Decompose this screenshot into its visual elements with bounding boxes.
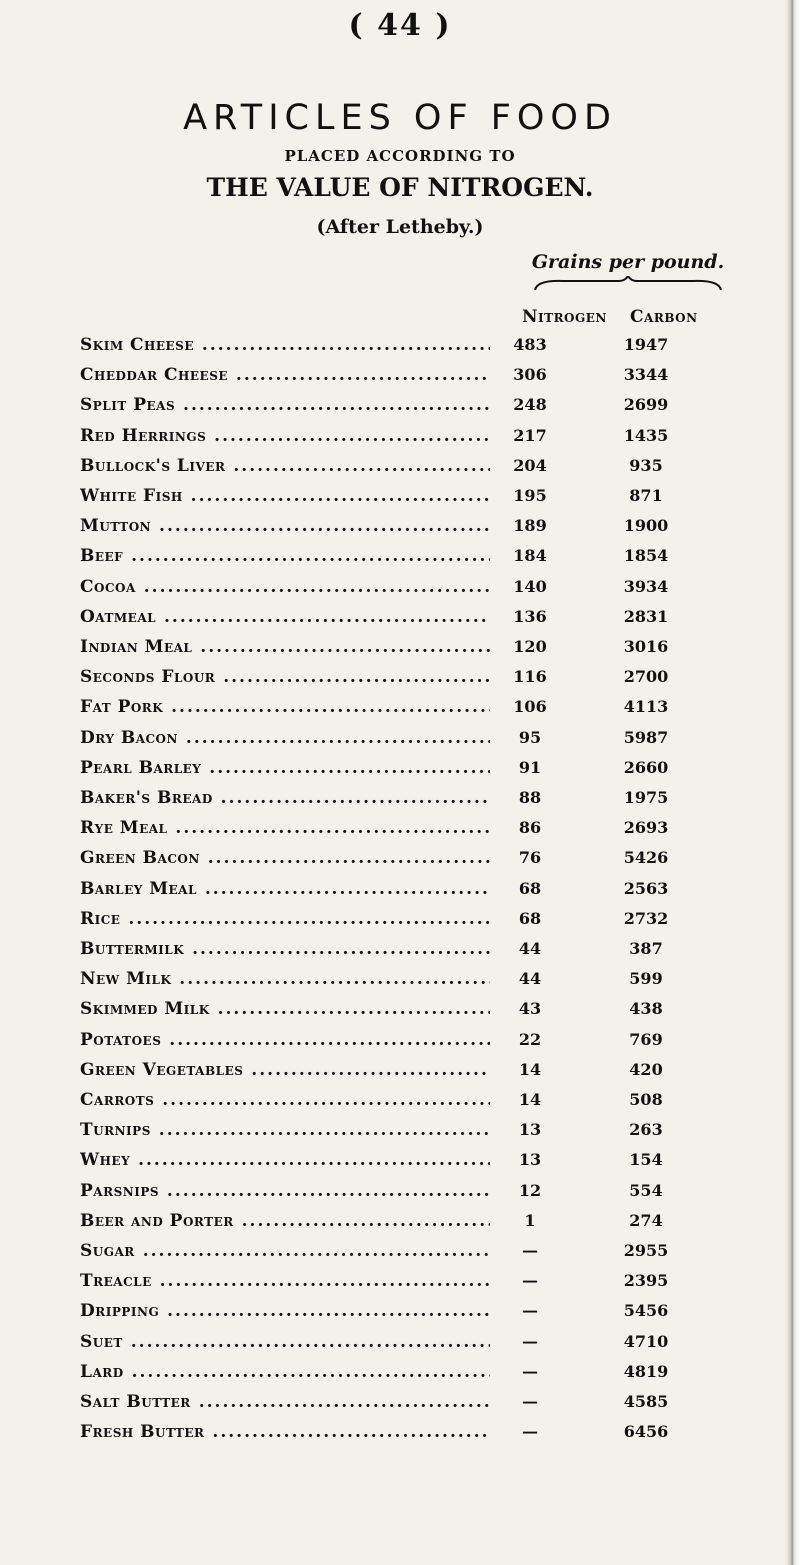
- food-name: Bullock's Liver .....: [80, 456, 490, 476]
- carbon-value: 387: [629, 939, 663, 958]
- nitrogen-value: 306: [513, 365, 547, 385]
- food-name: Salt Butter .....: [80, 1392, 490, 1412]
- table-row: [80, 546, 780, 573]
- table-row: [80, 1332, 780, 1359]
- column-header-carbon: Carbon: [630, 307, 698, 327]
- carbon-value: 2699: [623, 395, 669, 415]
- food-name: Sugar .....: [80, 1241, 490, 1261]
- table-row: [80, 486, 780, 513]
- food-name: Beer and Porter .....: [80, 1211, 490, 1231]
- nitrogen-value: —: [522, 1422, 538, 1442]
- nitrogen-value: 248: [513, 395, 547, 415]
- carbon-value: 554: [629, 1180, 663, 1200]
- carbon-value: 274: [629, 1210, 663, 1230]
- brace-icon: [533, 276, 723, 296]
- table-row: [80, 818, 780, 845]
- nitrogen-value: 120: [513, 637, 547, 656]
- food-name: Treacle .....: [80, 1271, 490, 1291]
- nitrogen-value: —: [522, 1301, 538, 1321]
- carbon-value: 3934: [623, 576, 669, 596]
- food-name: Lard .....: [80, 1362, 490, 1382]
- carbon-value: 1947: [623, 335, 669, 354]
- food-name: Barley Meal .....: [80, 879, 490, 899]
- food-name: Pearl Barley .....: [80, 758, 490, 778]
- table-row: [80, 999, 780, 1026]
- nitrogen-value: 189: [513, 516, 547, 536]
- page-title: ARTICLES OF FOOD: [183, 98, 617, 138]
- food-name: Indian Meal .....: [80, 637, 490, 657]
- table-row: [80, 697, 780, 724]
- table-row: [80, 939, 780, 966]
- food-name: Buttermilk .....: [80, 939, 490, 959]
- carbon-value: 2563: [623, 878, 669, 898]
- carbon-value: 2395: [623, 1271, 669, 1291]
- page-number: ( 44 ): [348, 8, 452, 43]
- column-header-nitrogen: Nitrogen: [522, 307, 607, 327]
- table-row: [80, 395, 780, 422]
- table-row: [80, 637, 780, 664]
- table-row: [80, 1301, 780, 1328]
- carbon-value: 5987: [623, 727, 669, 747]
- carbon-value: 154: [629, 1150, 663, 1170]
- table-row: [80, 788, 780, 815]
- nitrogen-value: 217: [513, 425, 547, 445]
- table-row: [80, 1362, 780, 1389]
- table-row: [80, 577, 780, 604]
- food-name: Skim Cheese .....: [80, 335, 490, 355]
- food-name: Skimmed Milk .....: [80, 999, 490, 1019]
- nitrogen-value: —: [522, 1361, 538, 1381]
- food-name: Seconds Flour .....: [80, 667, 490, 687]
- table-row: [80, 1120, 780, 1147]
- carbon-value: 4113: [623, 697, 669, 717]
- table-row: [80, 848, 780, 875]
- carbon-value: 599: [629, 969, 663, 989]
- nitrogen-value: 106: [513, 697, 547, 717]
- table-row: [80, 1392, 780, 1419]
- food-name: Green Bacon .....: [80, 848, 490, 868]
- nitrogen-value: —: [522, 1271, 538, 1291]
- nitrogen-value: 22: [518, 1029, 542, 1049]
- nitrogen-value: 91: [518, 757, 542, 777]
- food-name: Mutton .....: [80, 516, 490, 536]
- nitrogen-value: —: [522, 1392, 538, 1411]
- food-name: Carrots .....: [80, 1090, 490, 1110]
- nitrogen-value: —: [522, 1241, 538, 1260]
- nitrogen-value: —: [522, 1331, 538, 1351]
- food-name: Suet .....: [80, 1332, 490, 1352]
- table-row: [80, 335, 780, 362]
- carbon-value: 5426: [623, 848, 669, 868]
- carbon-value: 935: [629, 455, 663, 475]
- nitrogen-value: 204: [513, 455, 547, 475]
- nitrogen-value: 44: [518, 939, 542, 958]
- table-row: [80, 607, 780, 634]
- carbon-value: 1854: [623, 546, 669, 566]
- carbon-value: 1975: [623, 788, 669, 807]
- table-row: [80, 758, 780, 785]
- nitrogen-value: 76: [518, 848, 542, 868]
- carbon-value: 438: [629, 999, 663, 1019]
- table-row: [80, 1422, 780, 1449]
- nitrogen-value: 1: [524, 1210, 536, 1230]
- food-name: Fresh Butter .....: [80, 1422, 490, 1442]
- food-name: Red Herrings .....: [80, 426, 490, 446]
- food-name: White Fish .....: [80, 486, 490, 506]
- table-row: [80, 426, 780, 453]
- carbon-value: 420: [629, 1059, 663, 1079]
- table-row: [80, 516, 780, 543]
- table-row: [80, 1090, 780, 1117]
- food-name: Beef .....: [80, 546, 490, 566]
- nitrogen-value: 140: [513, 576, 547, 596]
- nitrogen-value: 136: [513, 606, 547, 626]
- unit-label: Grains per pound.: [531, 251, 725, 273]
- table-row: [80, 879, 780, 906]
- food-name: Dry Bacon .....: [80, 728, 490, 748]
- nitrogen-value: 195: [513, 486, 547, 505]
- nitrogen-value: 68: [518, 908, 542, 928]
- table-row: [80, 728, 780, 755]
- table-row: [80, 1030, 780, 1057]
- table-row: [80, 1060, 780, 1087]
- nitrogen-value: 184: [513, 546, 547, 566]
- food-name: Whey .....: [80, 1150, 490, 1170]
- table-row: [80, 1271, 780, 1298]
- carbon-value: 508: [629, 1090, 663, 1109]
- food-name: Baker's Bread .....: [80, 788, 490, 808]
- food-name: Split Peas .....: [80, 395, 490, 415]
- nitrogen-value: 14: [518, 1090, 542, 1109]
- nitrogen-value: 88: [518, 788, 542, 807]
- carbon-value: 263: [629, 1120, 663, 1140]
- food-name: New Milk .....: [80, 969, 490, 989]
- carbon-value: 2700: [623, 667, 669, 687]
- nitrogen-value: 44: [518, 969, 542, 989]
- food-name: Cocoa .....: [80, 577, 490, 597]
- page-subtitle: PLACED ACCORDING TO: [284, 147, 516, 165]
- carbon-value: 3344: [623, 365, 669, 385]
- food-name: Oatmeal .....: [80, 607, 490, 627]
- food-name: Fat Pork .....: [80, 697, 490, 717]
- carbon-value: 2732: [623, 908, 669, 928]
- carbon-value: 4710: [623, 1331, 669, 1351]
- table-row: [80, 365, 780, 392]
- nitrogen-value: 13: [518, 1120, 542, 1140]
- carbon-value: 6456: [623, 1422, 669, 1442]
- nitrogen-value: 13: [518, 1150, 542, 1170]
- page-heading: THE VALUE OF NITROGEN.: [206, 173, 594, 202]
- food-name: Rice .....: [80, 909, 490, 929]
- table-row: [80, 456, 780, 483]
- food-name: Parsnips .....: [80, 1181, 490, 1201]
- nitrogen-value: 483: [513, 335, 547, 354]
- carbon-value: 769: [629, 1029, 663, 1049]
- carbon-value: 2831: [623, 606, 669, 626]
- food-name: Turnips .....: [80, 1120, 490, 1140]
- table-row: [80, 1150, 780, 1177]
- carbon-value: 4819: [623, 1361, 669, 1381]
- food-name: Dripping .....: [80, 1301, 490, 1321]
- carbon-value: 3016: [623, 637, 669, 656]
- nitrogen-value: 116: [513, 667, 547, 687]
- food-name: Green Vegetables .....: [80, 1060, 490, 1080]
- source-attribution: (After Letheby.): [316, 216, 484, 238]
- table-row: [80, 909, 780, 936]
- carbon-value: 1900: [623, 516, 669, 536]
- table-row: [80, 1211, 780, 1238]
- food-name: Rye Meal .....: [80, 818, 490, 838]
- nitrogen-value: 14: [518, 1059, 542, 1079]
- carbon-value: 2660: [623, 757, 669, 777]
- carbon-value: 5456: [623, 1301, 669, 1321]
- nitrogen-value: 43: [518, 999, 542, 1019]
- table-row: [80, 969, 780, 996]
- carbon-value: 2693: [623, 818, 669, 838]
- nitrogen-value: 86: [518, 818, 542, 838]
- nitrogen-value: 95: [518, 727, 542, 747]
- nitrogen-value: 12: [518, 1180, 542, 1200]
- carbon-value: 871: [629, 486, 663, 505]
- carbon-value: 2955: [623, 1241, 669, 1260]
- food-name: Potatoes .....: [80, 1030, 490, 1050]
- nitrogen-value: 68: [518, 878, 542, 898]
- carbon-value: 1435: [623, 425, 669, 445]
- table-row: [80, 1241, 780, 1268]
- table-row: [80, 1181, 780, 1208]
- table-row: [80, 667, 780, 694]
- food-name: Cheddar Cheese .....: [80, 365, 490, 385]
- carbon-value: 4585: [623, 1392, 669, 1411]
